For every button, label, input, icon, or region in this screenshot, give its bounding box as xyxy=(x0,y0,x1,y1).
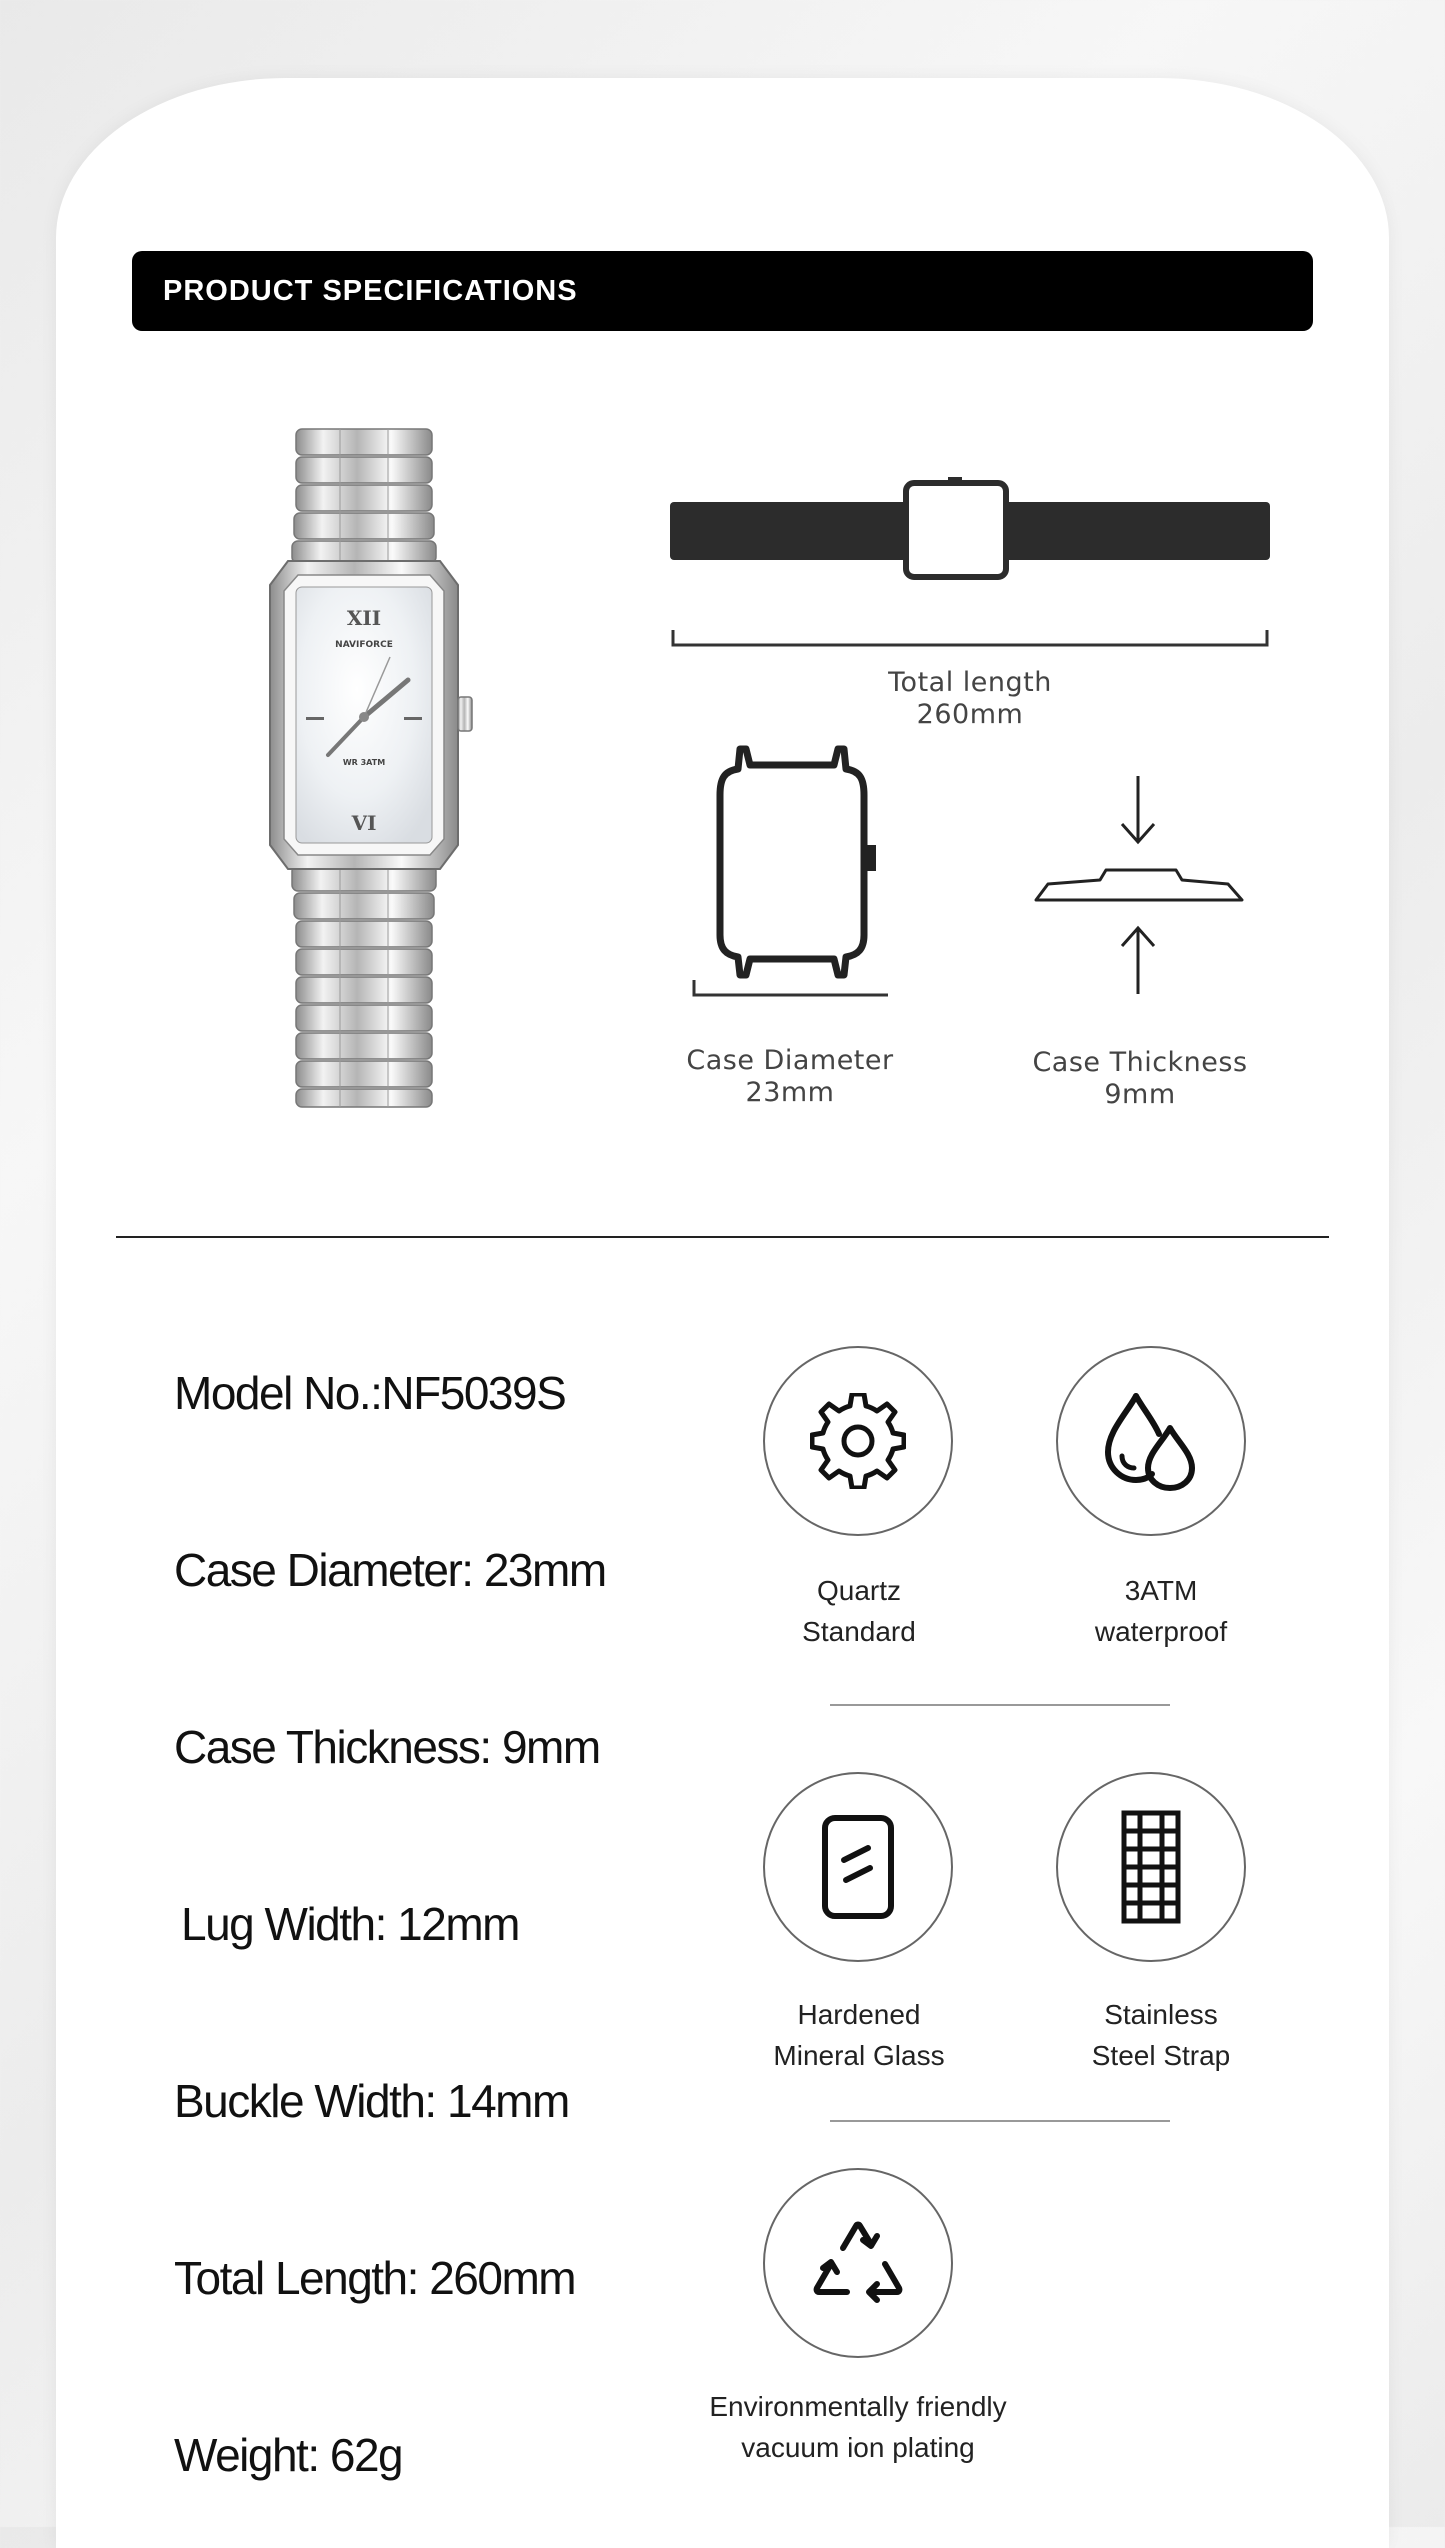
strap-diagram xyxy=(660,475,1280,655)
case-thickness-value: 9mm xyxy=(1104,1079,1176,1110)
steel-strap-icon xyxy=(1116,1809,1186,1925)
feature-ion-plating-line2: vacuum ion plating xyxy=(741,2432,975,2463)
total-length-value: 260mm xyxy=(916,699,1024,730)
dial-wr: WR 3ATM xyxy=(342,758,386,767)
feature-steel-strap-line1: Stainless xyxy=(1104,1999,1218,2030)
section-header xyxy=(132,251,1313,331)
spec-weight: Weight: 62g xyxy=(174,2429,403,2481)
feature-quartz-label xyxy=(689,1570,1029,1652)
water-drops-icon xyxy=(1096,1386,1206,1496)
feature-waterproof-line1: 3ATM xyxy=(1124,1575,1198,1606)
spec-total-length: Total Length: 260mm xyxy=(174,2252,576,2304)
svg-text:VI: VI xyxy=(351,811,377,835)
watch-image xyxy=(240,425,510,1110)
feature-steel-strap-line2: Steel Strap xyxy=(1091,2040,1231,2071)
spec-buckle-width: Buckle Width: 14mm xyxy=(174,2075,569,2127)
feature-quartz xyxy=(763,1346,953,1536)
case-thickness-diagram xyxy=(1028,770,1248,1000)
dial-brand: NAVIFORCE xyxy=(335,640,393,650)
mineral-glass-icon xyxy=(808,1812,908,1922)
svg-text:XII: XII xyxy=(346,606,382,630)
feature-mineral-glass-line1: Hardened xyxy=(797,1999,921,2030)
feature-steel-strap-label xyxy=(991,1994,1331,2076)
feature-ion-plating-line1: Environmentally friendly xyxy=(709,2391,1007,2422)
case-diameter-label xyxy=(660,1045,920,1109)
case-thickness-label xyxy=(1010,1047,1270,1111)
spec-lug-width: Lug Width: 12mm xyxy=(181,1898,519,1950)
feature-waterproof-line2: waterproof xyxy=(1094,1616,1228,1647)
recycle-icon xyxy=(803,2208,913,2318)
feature-waterproof-label xyxy=(991,1570,1331,1652)
feature-mineral-glass xyxy=(763,1772,953,1962)
total-length-label xyxy=(840,667,1100,731)
gear-icon xyxy=(810,1393,906,1489)
feature-steel-strap xyxy=(1056,1772,1246,1962)
feature-quartz-line1: Quartz xyxy=(816,1575,902,1606)
case-thickness-title: Case Thickness xyxy=(1032,1047,1248,1078)
section-title: PRODUCT SPECIFICATIONS xyxy=(163,274,578,307)
feature-waterproof xyxy=(1056,1346,1246,1536)
spec-case-thickness: Case Thickness: 9mm xyxy=(174,1721,600,1773)
feature-separator xyxy=(830,1704,1170,1706)
feature-ion-plating xyxy=(763,2168,953,2358)
spec-model: Model No.:NF5039S xyxy=(174,1367,566,1419)
feature-quartz-line2: Standard xyxy=(802,1616,916,1647)
case-diameter-diagram xyxy=(688,745,888,1005)
section-divider xyxy=(116,1236,1329,1238)
total-length-title: Total length xyxy=(888,667,1052,698)
feature-ion-plating-label xyxy=(688,2386,1028,2468)
spec-case-diameter: Case Diameter: 23mm xyxy=(174,1544,606,1596)
case-diameter-value: 23mm xyxy=(745,1077,835,1108)
feature-mineral-glass-label xyxy=(689,1994,1029,2076)
case-diameter-title: Case Diameter xyxy=(686,1045,894,1076)
feature-mineral-glass-line2: Mineral Glass xyxy=(773,2040,945,2071)
feature-separator-2 xyxy=(830,2120,1170,2122)
